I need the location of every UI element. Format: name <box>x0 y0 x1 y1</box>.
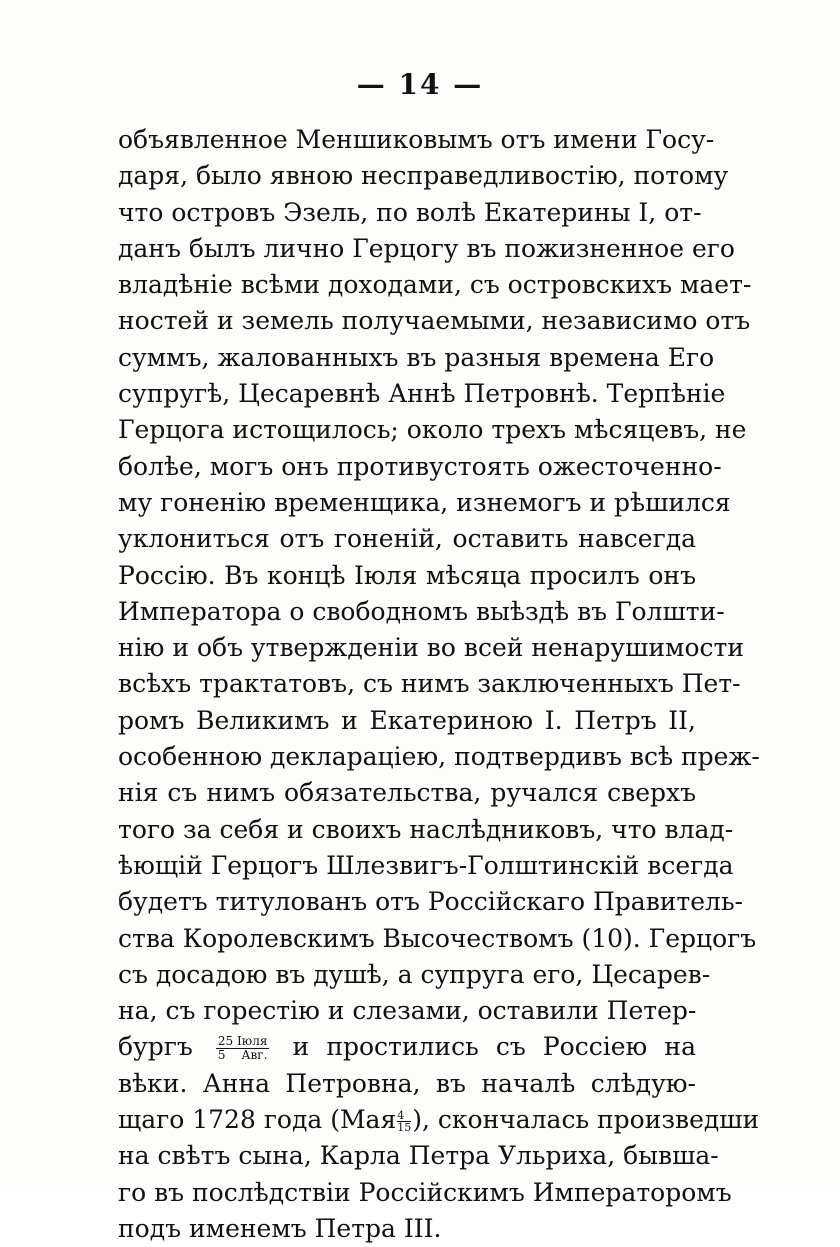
text-line: будетъ титулованъ отъ Россійскаго Правитель- <box>118 887 743 917</box>
text-line: Императора о свободномъ выѣздѣ въ Голшти- <box>118 596 725 626</box>
text-line: даря, было явною несправедливостію, потому <box>118 161 729 191</box>
text-line: ромъ Великимъ и Екатериною I. Петръ II, <box>118 705 696 735</box>
text-line-with-date-fraction <box>118 1029 696 1065</box>
text-line: болѣе, могъ онъ противустоять ожесточенно- <box>118 451 722 481</box>
fraction-denominator: 15 <box>397 1121 412 1135</box>
text-line: подъ именемъ Петра III. <box>118 1213 442 1243</box>
text-line: уклониться отъ гоненій, оставить навсегда <box>118 524 696 554</box>
text-line-with-date-fraction <box>118 1102 760 1138</box>
line-text-after: ), скончалась произведши <box>412 1105 760 1135</box>
line-text-after: и простились съ Россіею на <box>292 1032 696 1062</box>
text-line: Россію. Въ концѣ Іюля мѣсяца просилъ онъ <box>118 560 696 590</box>
text-line: суммъ, жалованныхъ въ разныя времена Его <box>118 342 715 372</box>
text-line: объявленное Меншиковымъ отъ имени Госу- <box>118 125 715 154</box>
text-line: особенною деклараціею, подтвердивъ всѣ преж- <box>118 742 760 772</box>
text-line: того за себя и своихъ наслѣдниковъ, что влад- <box>118 814 734 844</box>
text-line: го въ послѣдствіи Россійскимъ Императоромъ <box>118 1177 732 1207</box>
date-fraction <box>216 1035 269 1062</box>
text-line: нію и объ утвержденіи во всей ненарушимости <box>118 633 744 663</box>
text-line: съ досадою въ душѣ, а супруга его, Цесарев- <box>118 959 711 989</box>
fraction-numerator: 4 <box>397 1110 411 1122</box>
text-line: на, съ горестію и слезами, оставили Петер- <box>118 996 697 1026</box>
text-line: владѣніе всѣми доходами, съ островскихъ мает- <box>118 270 752 300</box>
text-line: данъ былъ лично Герцогу въ пожизненное его <box>118 233 735 263</box>
fraction-denominator: 5 Авг. <box>217 1048 268 1063</box>
date-fraction <box>397 1110 411 1133</box>
body-text <box>118 122 760 1247</box>
text-line: нія съ нимъ обязательства, ручался сверхъ <box>118 778 696 808</box>
line-text-before: бургъ <box>118 1032 193 1062</box>
page-number: — 14 — <box>356 68 484 101</box>
text-line: му гоненію временщика, изнемогъ и рѣшился <box>118 487 731 517</box>
text-line: ностей и земель получаемыми, независимо отъ <box>118 306 751 336</box>
text-line: ства Королевскимъ Высочествомъ (10). Герцогъ <box>118 923 757 953</box>
text-line: вѣки. Анна Петровна, въ началѣ слѣдую- <box>118 1068 696 1098</box>
text-line: на свѣтъ сына, Карла Петра Ульриха, бывша- <box>118 1141 719 1171</box>
text-line: Герцога истощилось; около трехъ мѣсяцевъ, не <box>118 415 747 445</box>
text-line: ѣющій Герцогъ Шлезвигъ-Голштинскій всегда <box>118 850 734 880</box>
text-line: всѣхъ трактатовъ, съ нимъ заключенныхъ Пет- <box>118 669 741 699</box>
line-text-before: щаго 1728 года (Мая <box>118 1105 397 1135</box>
text-line: что островъ Эзель, по волѣ Екатерины I, от- <box>118 197 702 227</box>
fraction-numerator: 25 Іюля <box>217 1034 268 1049</box>
text-line: супругѣ, Цесаревнѣ Аннѣ Петровнѣ. Терпѣніе <box>118 379 726 409</box>
